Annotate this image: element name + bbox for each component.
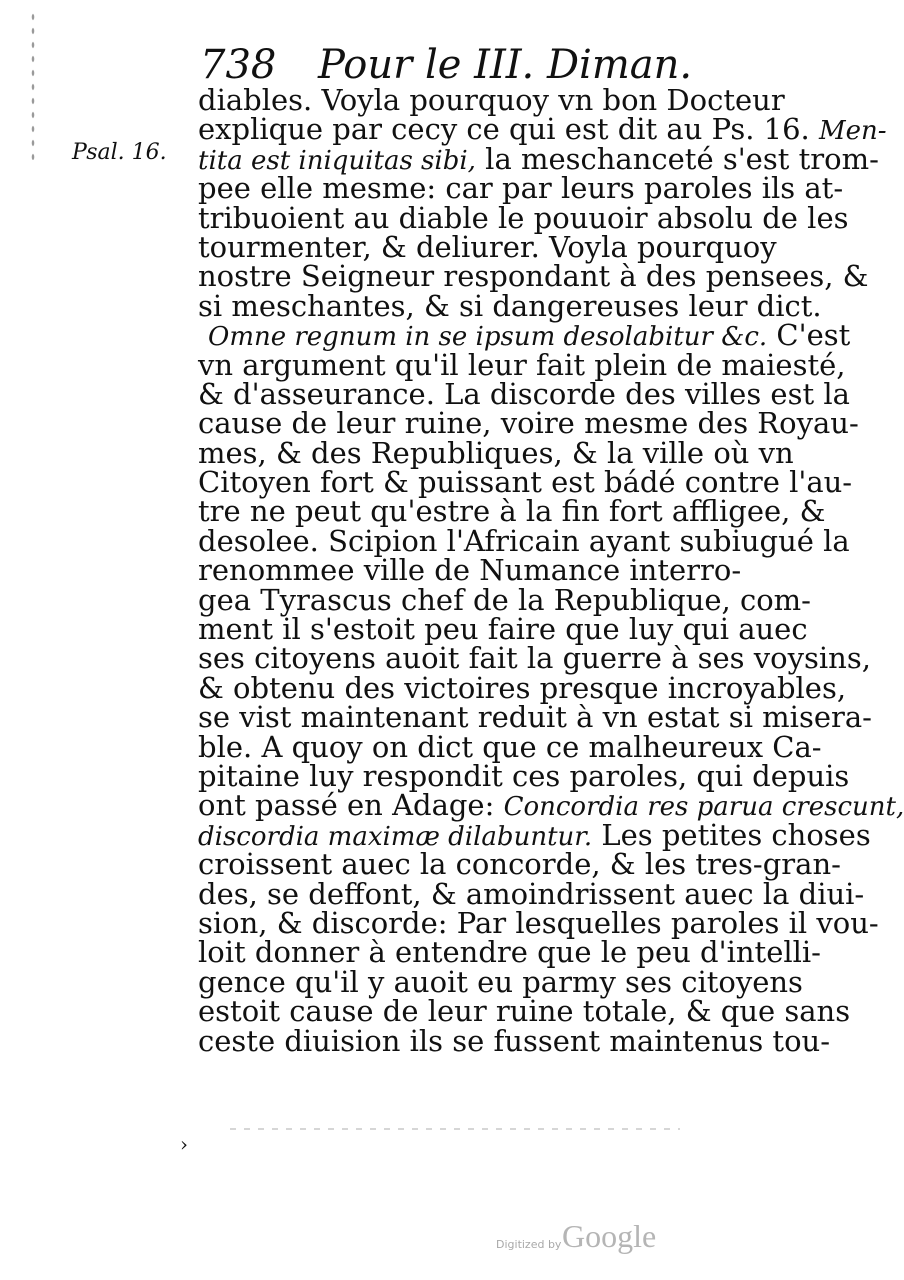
bleed-through-line — [230, 1128, 680, 1130]
text-line — [198, 229, 777, 264]
text-segment: cause de leur ruine, voire mesme des Royau- — [198, 406, 859, 441]
text-segment: mes, & des Republiques, & la ville où vn — [198, 435, 794, 470]
text-line — [198, 523, 850, 558]
text-segment: explique par cecy ce qui est dit au Ps. 16. — [198, 112, 819, 147]
text-line — [198, 729, 822, 764]
text-line — [198, 612, 808, 647]
text-line — [198, 494, 826, 529]
text-segment: ceste diuision ils se fussent maintenus tou- — [198, 1023, 831, 1058]
running-title: Pour le III. Diman. — [318, 42, 693, 88]
text-line — [198, 171, 844, 206]
text-line — [198, 318, 851, 353]
text-segment: croissent auec la concorde, & les tres-gran- — [198, 847, 841, 882]
text-line — [198, 288, 822, 323]
text-line — [198, 582, 811, 617]
italic-segment: discordia maximæ dilabuntur. — [198, 821, 593, 852]
text-line — [198, 465, 853, 500]
italic-segment: tita est iniquitas sibi, — [198, 145, 476, 176]
digitized-watermark — [496, 1218, 666, 1258]
text-line — [198, 435, 794, 470]
text-segment: gea Tyrascus chef de la Republique, com- — [198, 582, 811, 617]
text-segment: gence qu'il y auoit eu parmy ses citoyens — [198, 964, 803, 999]
text-segment: la meschanceté s'est trom- — [475, 141, 879, 176]
text-line — [198, 1023, 831, 1058]
text-line — [198, 935, 821, 970]
text-segment: pee elle mesme: car par leurs paroles ils at- — [198, 171, 844, 206]
text-line — [198, 964, 803, 999]
text-line — [198, 406, 859, 441]
text-segment: diables. Voyla pourquoy vn bon Docteur — [198, 83, 785, 117]
watermark-small-text: Digitized by — [496, 1238, 562, 1251]
text-segment: estoit cause de leur ruine totale, & que sans — [198, 994, 851, 1029]
text-segment: ses citoyens auoit fait la guerre à ses voysins, — [198, 641, 871, 676]
text-segment: Citoyen fort & puissant est bádé contre l'au- — [198, 465, 853, 500]
text-segment: ment il s'estoit peu faire que luy qui auec — [198, 612, 808, 647]
text-segment: si meschantes, & si dangereuses leur dict. — [198, 288, 822, 323]
text-line — [198, 200, 849, 235]
text-line — [198, 376, 850, 411]
text-line — [198, 817, 871, 852]
text-segment: tribuoient au diable le pouuoir absolu de les — [198, 200, 849, 235]
body-text — [198, 83, 904, 1058]
text-segment: se vist maintenant reduit à vn estat si misera- — [198, 700, 872, 735]
italic-segment: Men- — [819, 116, 887, 147]
text-segment: desolee. Scipion l'Africain ayant subiugué la — [198, 523, 850, 558]
text-segment: tourmenter, & deliurer. Voyla pourquoy — [198, 229, 777, 264]
bottom-mark: › — [180, 1132, 188, 1156]
page-number: 738 — [200, 42, 277, 88]
text-segment: & obtenu des victoires presque incroyables, — [198, 670, 847, 705]
text-segment: Les petites choses — [592, 817, 871, 852]
text-line — [198, 553, 742, 588]
text-line — [198, 641, 871, 676]
text-segment: & d'asseurance. La discorde des villes est la — [198, 376, 850, 411]
text-segment: sion, & discorde: Par lesquelles paroles il vou- — [198, 905, 879, 940]
text-line — [198, 700, 872, 735]
margin-note: Psal. 16. — [72, 140, 167, 165]
text-line — [198, 259, 869, 294]
text-segment: nostre Seigneur respondant à des pensees, & — [198, 259, 869, 294]
text-line — [198, 905, 879, 940]
text-line — [198, 994, 851, 1029]
text-segment: renommee ville de Numance interro- — [198, 553, 742, 588]
text-segment: ont passé en Adage: — [198, 788, 504, 823]
text-segment: pitaine luy respondit ces paroles, qui depuis — [198, 758, 850, 793]
text-line — [198, 788, 904, 823]
text-line — [198, 670, 847, 705]
text-segment: ble. A quoy on dict que ce malheureux Ca- — [198, 729, 822, 764]
watermark-logo-text: Google — [562, 1218, 657, 1254]
text-line — [198, 876, 865, 911]
text-segment: loit donner à entendre que le peu d'intelli- — [198, 935, 821, 970]
italic-segment: Omne regnum in se ipsum desolabitur &c. — [208, 322, 768, 353]
text-segment: des, se deffont, & amoindrissent auec la diui- — [198, 876, 865, 911]
text-line — [198, 112, 887, 147]
italic-segment: Concordia res parua crescunt, — [503, 792, 904, 823]
text-line — [198, 847, 841, 882]
text-segment: C'est — [767, 318, 851, 353]
text-line — [198, 83, 785, 117]
text-segment: vn argument qu'il leur fait plein de maiesté, — [198, 347, 846, 382]
text-line — [198, 347, 846, 382]
page-edge-marks — [30, 10, 36, 160]
text-segment: tre ne peut qu'estre à la fin fort affligee, & — [198, 494, 826, 529]
text-line — [198, 141, 879, 176]
text-line — [198, 758, 850, 793]
